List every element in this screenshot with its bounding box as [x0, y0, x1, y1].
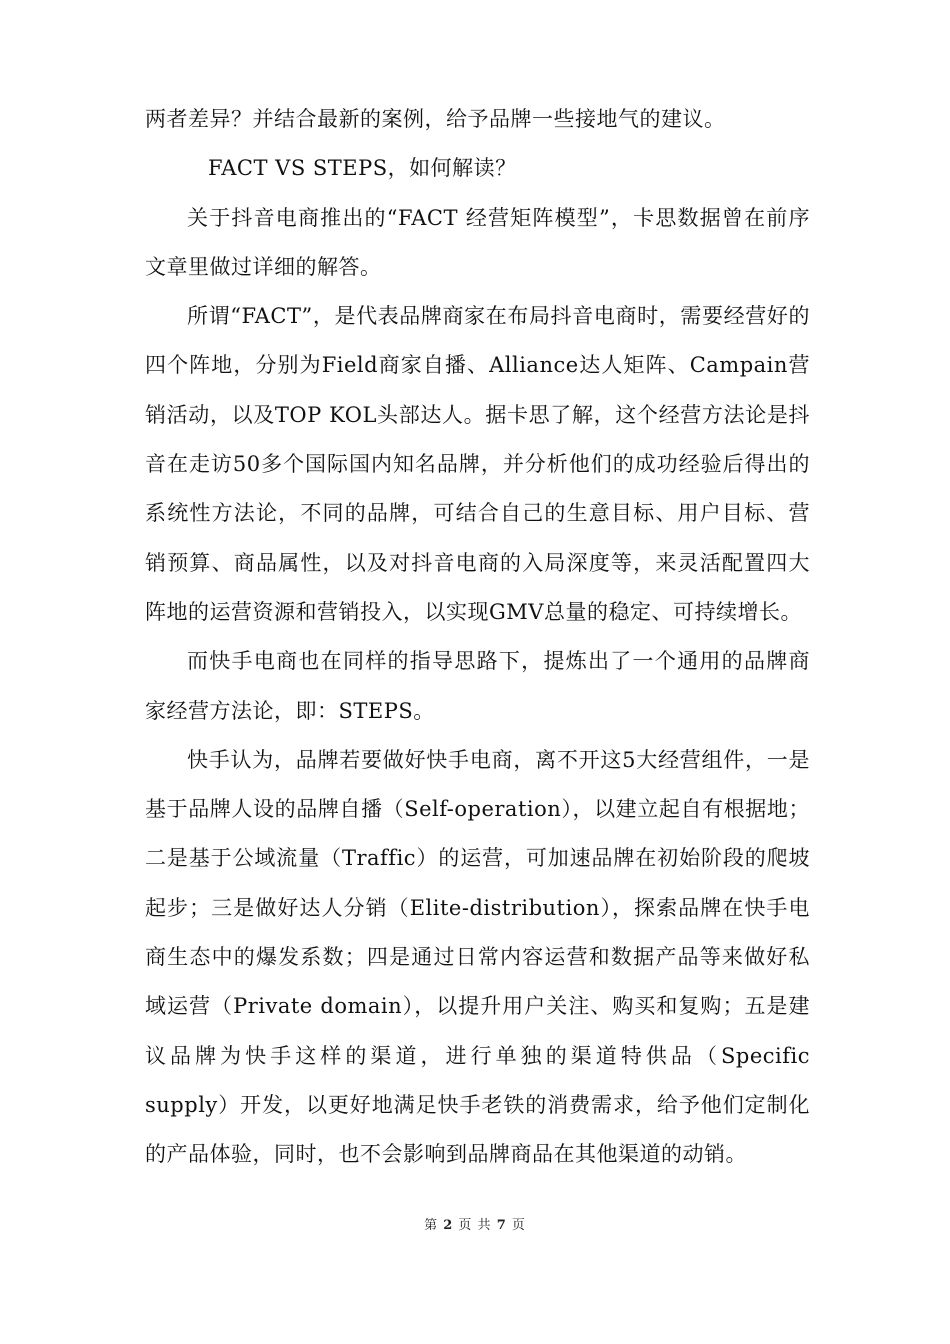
section-heading: FACT VS STEPS，如何解读？ — [208, 156, 517, 181]
document-body — [145, 95, 810, 1180]
footer-prefix: 第 — [424, 1218, 439, 1233]
paragraph-steps-definition: 快手认为，品牌若要做好快手电商，离不开这5大经营组件，一是基于品牌人设的品牌自播（Self-operation），以建立起自有根据地；二是基于公域流量（Traffic）的运营，可加速品牌在初始阶段的爬坡起步；三是做好达人分销（Elite-distribution），探索品牌在快手电商生态中的爆发系数；四是通过日常内容运营和数据产品等来做好私域运营（Private domain），以提升用户关注、购买和复购；五是建议品牌为快手这样的渠道，进行单独的渠道特供品（Specific supply）开发，以更好地满足快手老铁的消费需求，给予他们定制化的产品体验，同时，也不会影响到品牌商品在其他渠道的动销。 — [145, 747, 810, 1167]
footer-page-number: 2 — [443, 1218, 454, 1233]
paragraph-steps-intro: 而快手电商也在同样的指导思路下，提炼出了一个通用的品牌商家经营方法论，即：STEPS。 — [145, 649, 810, 723]
page-footer — [0, 1214, 950, 1233]
paragraph-fact-intro: 关于抖音电商推出的“FACT 经营矩阵模型”，卡思数据曾在前序文章里做过详细的解答。 — [145, 205, 810, 279]
footer-middle: 页 共 — [458, 1218, 492, 1233]
footer-suffix: 页 — [511, 1218, 526, 1233]
footer-total-pages: 7 — [496, 1218, 507, 1233]
paragraph-fact-definition: 所谓“FACT”，是代表品牌商家在布局抖音电商时，需要经营好的四个阵地，分别为Field商家自播、Alliance达人矩阵、Campain营销活动，以及TOP KOL头部达人。据卡思了解，这个经营方法论是抖音在走访50多个国际国内知名品牌，并分析他们的成功经验后得出的系统性方法论，不同的品牌，可结合自己的生意目标、用户目标、营销预算、商品属性，以及对抖音电商的入局深度等，来灵活配置四大阵地的运营资源和营销投入，以实现GMV总量的稳定、可持续增长。 — [145, 304, 810, 624]
paragraph-continuation: 两者差异？并结合最新的案例，给予品牌一些接地气的建议。 — [145, 107, 726, 131]
